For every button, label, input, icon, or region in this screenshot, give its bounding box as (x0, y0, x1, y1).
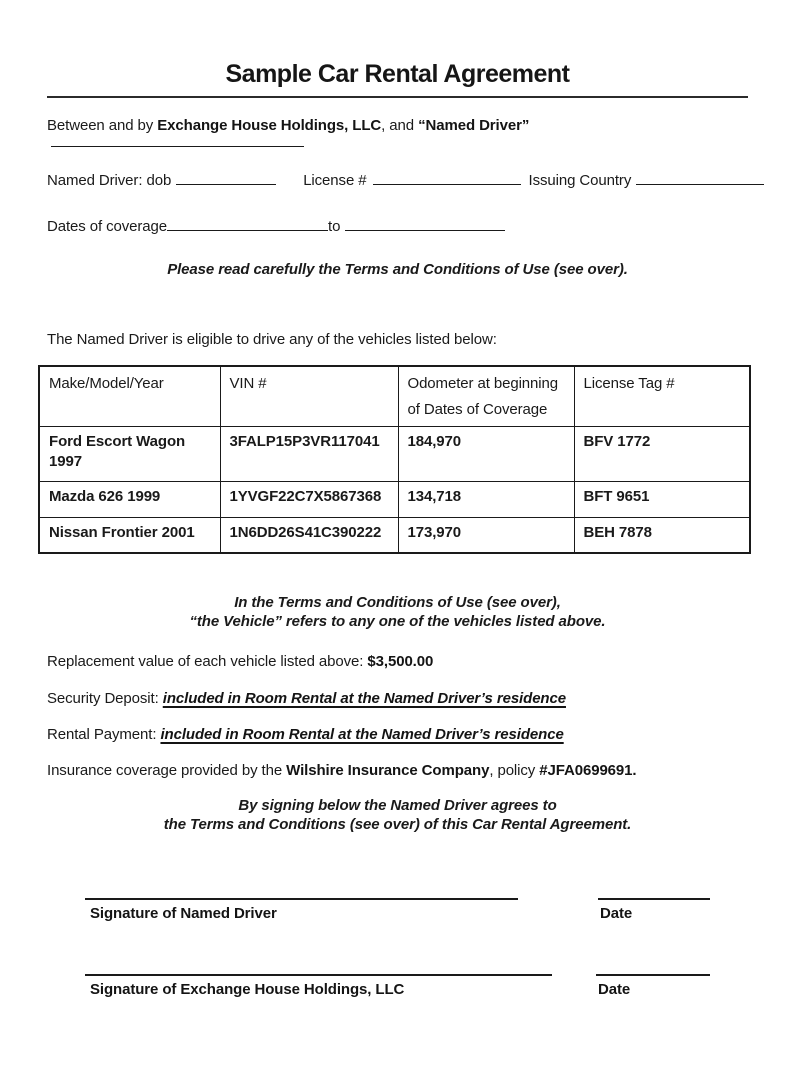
insurance-prefix: Insurance coverage provided by the (47, 761, 287, 779)
signature-line (85, 974, 552, 998)
column-header-make-model-year: Make/Model/Year (39, 366, 220, 427)
page-title: Sample Car Rental Agreement (225, 60, 570, 88)
replacement-value-label: Replacement value of each vehicle listed above: (47, 652, 368, 670)
vehicle-odometer-cell: 173,970 (398, 517, 574, 553)
license-label: License # (303, 172, 367, 189)
signature-label: Signature of Named Driver (90, 904, 277, 922)
column-header-vin: VIN # (220, 366, 398, 427)
signature-line (85, 898, 518, 922)
date-line (598, 898, 710, 922)
vehicle-tag-cell: BFT 9651 (574, 482, 750, 518)
insurance-connector: , policy (489, 761, 540, 779)
vehicle-odometer-cell: 184,970 (398, 427, 574, 482)
company-signature-block (85, 974, 748, 998)
coverage-dates-line (47, 218, 748, 235)
coverage-label: Dates of coverage (47, 218, 168, 235)
vehicle-definition-note-line1: In the Terms and Conditions of Use (see over), (234, 594, 561, 611)
vehicle-odometer-cell: 134,718 (398, 482, 574, 518)
intro-prefix: Between and by (47, 117, 158, 134)
named-driver-signature-block (85, 898, 748, 922)
insurance-line (47, 762, 748, 779)
agreement-page (0, 60, 790, 998)
security-deposit-label: Security Deposit: (47, 689, 163, 707)
company-name: Exchange House Holdings, LLC (157, 117, 382, 134)
coverage-start-blank-line (167, 218, 328, 231)
date-label: Date (600, 904, 633, 922)
replacement-value-amount: $3,500.00 (367, 652, 434, 670)
terms-notice: Please read carefully the Terms and Conditions of Use (see over). (167, 261, 628, 278)
signature-label: Signature of Exchange House Holdings, LLC (90, 980, 405, 998)
coverage-end-blank-line (345, 218, 505, 231)
title-divider (47, 96, 748, 98)
insurance-company-name: Wilshire Insurance Company (286, 761, 490, 779)
table-row (39, 427, 750, 482)
vehicle-tag-cell: BFV 1772 (574, 427, 750, 482)
dob-blank-line (176, 172, 276, 185)
vehicle-vin-cell: 3FALP15P3VR117041 (220, 427, 398, 482)
license-blank-line (373, 172, 521, 185)
security-deposit-line (47, 690, 748, 707)
vehicle-make-cell: Ford Escort Wagon 1997 (39, 427, 220, 482)
rental-payment-line (47, 726, 748, 743)
vehicle-definition-note (47, 594, 748, 632)
intro-connector: , and (381, 117, 419, 134)
vehicles-table (38, 365, 751, 554)
table-row (39, 482, 750, 518)
named-driver-blank-line (51, 134, 304, 147)
vehicle-vin-cell: 1N6DD26S41C390222 (220, 517, 398, 553)
vehicle-make-cell: Mazda 626 1999 (39, 482, 220, 518)
signing-agreement-note (47, 796, 748, 835)
coverage-to-label: to (328, 218, 341, 235)
column-header-license-tag: License Tag # (574, 366, 750, 427)
issuing-country-label: Issuing Country (528, 172, 632, 189)
driver-fields-line (47, 172, 748, 189)
vehicle-make-cell: Nissan Frontier 2001 (39, 517, 220, 553)
signing-agreement-note-line2: the Terms and Conditions (see over) of this Car Rental Agreement. (163, 816, 632, 833)
vehicle-definition-note-line2: “the Vehicle” refers to any one of the vehicles listed above. (189, 612, 606, 630)
rental-payment-label: Rental Payment: (47, 725, 161, 743)
date-line (596, 974, 710, 998)
named-driver-term: “Named Driver” (418, 117, 530, 134)
issuing-country-blank-line (636, 172, 764, 185)
column-header-odometer: Odometer at beginning of Dates of Coverage (398, 366, 574, 427)
date-label: Date (598, 980, 631, 998)
signing-agreement-note-line1: By signing below the Named Driver agrees to (238, 796, 557, 814)
table-header-row (39, 366, 750, 427)
vehicle-tag-cell: BEH 7878 (574, 517, 750, 553)
rental-payment-value: included in Room Rental at the Named Driver’s residence (160, 725, 564, 743)
eligibility-text: The Named Driver is eligible to drive any of the vehicles listed below: (47, 331, 497, 348)
security-deposit-value: included in Room Rental at the Named Driver’s residence (162, 689, 566, 707)
insurance-policy-number: #JFA0699691. (539, 761, 637, 779)
dob-label: Named Driver: dob (47, 172, 172, 189)
intro-line (47, 117, 748, 151)
replacement-value-line (47, 653, 748, 670)
vehicle-vin-cell: 1YVGF22C7X5867368 (220, 482, 398, 518)
table-row (39, 517, 750, 553)
